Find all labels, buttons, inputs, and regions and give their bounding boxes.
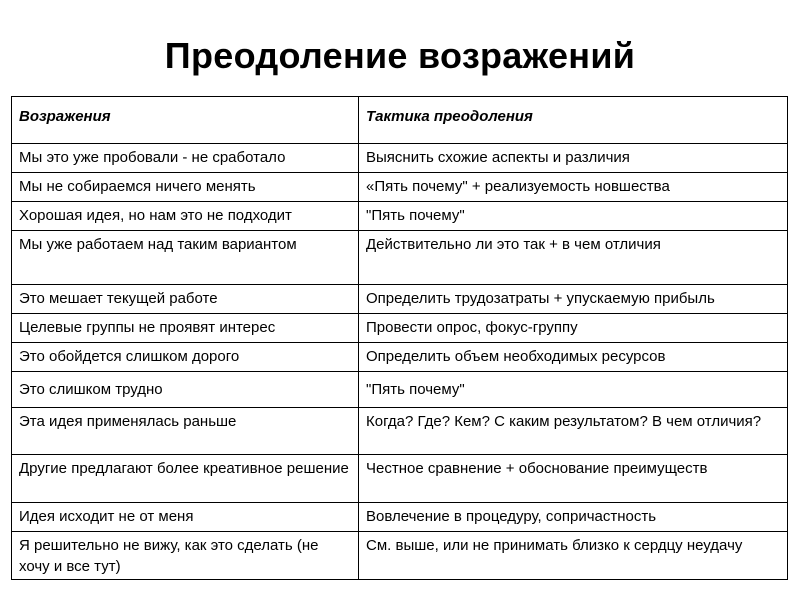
objection-cell: Другие предлагают более креативное решение: [12, 455, 359, 503]
table-row: [12, 144, 788, 173]
tactic-cell: Определить трудозатраты + упускаемую прибыль: [359, 285, 788, 314]
table-row: [12, 314, 788, 343]
objection-cell: Мы не собираемся ничего менять: [12, 173, 359, 202]
objection-cell: Это слишком трудно: [12, 372, 359, 408]
table-row: [12, 532, 788, 580]
tactic-cell: "Пять почему": [359, 202, 788, 231]
table-row: [12, 455, 788, 503]
table-row: [12, 202, 788, 231]
header-objections: Возражения: [12, 97, 359, 144]
objection-cell: Мы это уже пробовали - не сработало: [12, 144, 359, 173]
table-header-row: [12, 97, 788, 144]
objections-table: [11, 96, 788, 580]
header-tactics: Тактика преодоления: [359, 97, 788, 144]
table-row: [12, 372, 788, 408]
table-row: [12, 285, 788, 314]
tactic-cell: Провести опрос, фокус-группу: [359, 314, 788, 343]
tactic-cell: Когда? Где? Кем? С каким результатом? В чем отличия?: [359, 408, 788, 455]
objection-cell: Мы уже работаем над таким вариантом: [12, 231, 359, 285]
tactic-cell: Честное сравнение + обоснование преимуществ: [359, 455, 788, 503]
objection-cell: Хорошая идея, но нам это не подходит: [12, 202, 359, 231]
tactic-cell: Вовлечение в процедуру, сопричастность: [359, 503, 788, 532]
objection-cell: Это мешает текущей работе: [12, 285, 359, 314]
objection-cell: Это обойдется слишком дорого: [12, 343, 359, 372]
table-row: [12, 231, 788, 285]
table-row: [12, 503, 788, 532]
tactic-cell: См. выше, или не принимать близко к сердцу неудачу: [359, 532, 788, 580]
objection-cell: Эта идея применялась раньше: [12, 408, 359, 455]
tactic-cell: Определить объем необходимых ресурсов: [359, 343, 788, 372]
tactic-cell: «Пять почему" + реализуемость новшества: [359, 173, 788, 202]
table-row: [12, 408, 788, 455]
tactic-cell: "Пять почему": [359, 372, 788, 408]
table-row: [12, 173, 788, 202]
objection-cell: Я решительно не вижу, как это сделать (не хочу и все тут): [12, 532, 359, 580]
table-row: [12, 343, 788, 372]
tactic-cell: Выяснить схожие аспекты и различия: [359, 144, 788, 173]
tactic-cell: Действительно ли это так + в чем отличия: [359, 231, 788, 285]
page-title: Преодоление возражений: [164, 35, 636, 76]
objection-cell: Целевые группы не проявят интерес: [12, 314, 359, 343]
objection-cell: Идея исходит не от меня: [12, 503, 359, 532]
